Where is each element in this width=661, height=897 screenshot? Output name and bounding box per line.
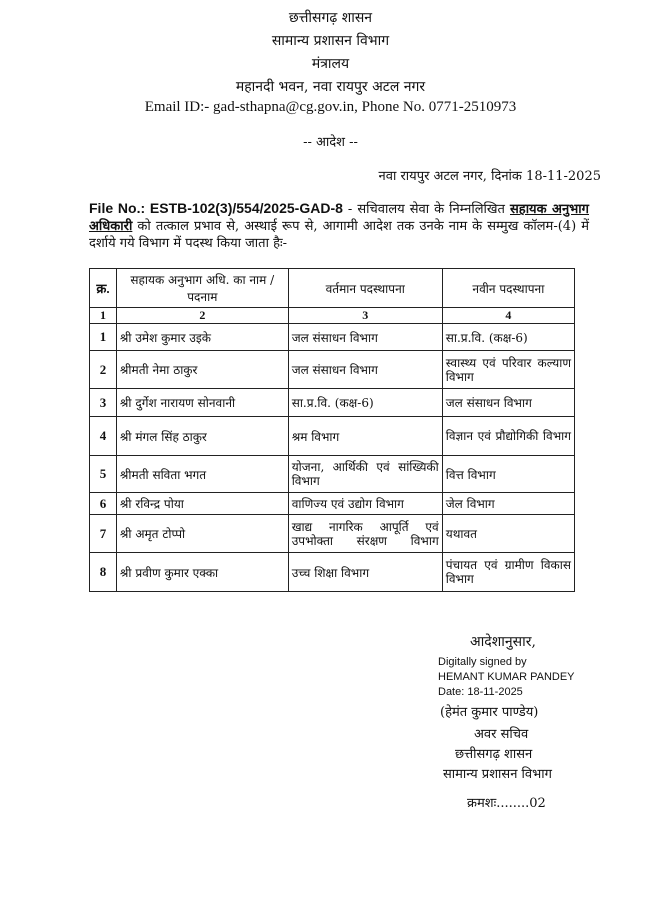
table-row	[90, 324, 575, 351]
header-department: सामान्य प्रशासन विभाग	[271, 33, 390, 49]
row-new: वित्त विभाग	[442, 456, 574, 493]
posting-table	[89, 268, 575, 592]
row-serial: 8	[90, 553, 117, 592]
row-current: जल संसाधन विभाग	[288, 324, 442, 351]
row-current: उच्च शिक्षा विभाग	[288, 553, 442, 592]
table-row	[90, 351, 575, 389]
row-name: श्री रविन्द्र पोया	[116, 493, 288, 515]
order-paragraph	[89, 200, 589, 252]
row-serial: 6	[90, 493, 117, 515]
col-number: 3	[288, 308, 442, 324]
row-serial: 3	[90, 389, 117, 417]
row-new: विज्ञान एवं प्रौद्योगिकी विभाग	[442, 417, 574, 456]
row-serial: 5	[90, 456, 117, 493]
row-serial: 1	[90, 324, 117, 351]
header-contact: Email ID:- gad-sthapna@cg.gov.in, Phone No. 0771-2510973	[144, 99, 517, 115]
header-current-posting: वर्तमान पदस्थापना	[288, 269, 442, 308]
header-new-posting: नवीन पदस्थापना	[442, 269, 574, 308]
row-new: स्वास्थ्य एवं परिवार कल्याण विभाग	[442, 351, 574, 389]
row-current: जल संसाधन विभाग	[288, 351, 442, 389]
header-address: महानदी भवन, नवा रायपुर अटल नगर	[235, 79, 426, 95]
paragraph-text-1: - सचिवालय सेवा के निम्नलिखित	[342, 202, 510, 217]
col-number: 4	[442, 308, 574, 324]
paragraph-text-2: को तत्काल प्रभाव से, अस्थाई रूप से, आगामी आदेश तक उनके नाम के सम्मुख कॉलम-(4) में दर्शाये गये विभाग में पदस्थ किया जाता हैः-	[89, 219, 589, 251]
order-by: आदेशानुसार,	[470, 634, 536, 650]
row-name: श्री मंगल सिंह ठाकुर	[116, 417, 288, 456]
row-serial: 2	[90, 351, 117, 389]
table-header-row	[90, 269, 575, 308]
file-number: File No.: ESTB-102(3)/554/2025-GAD-8	[89, 200, 343, 216]
row-serial: 4	[90, 417, 117, 456]
table-row	[90, 515, 575, 553]
table-row	[90, 389, 575, 417]
table-row	[90, 456, 575, 493]
header-ministry: मंत्रालय	[311, 56, 350, 72]
table-row	[90, 417, 575, 456]
row-new: सा.प्र.वि. (कक्ष-6)	[442, 324, 574, 351]
row-name: श्री अमृत टोप्पो	[116, 515, 288, 553]
signatory-department: सामान्य प्रशासन विभाग	[443, 767, 552, 782]
row-current: सा.प्र.वि. (कक्ष-6)	[288, 389, 442, 417]
digital-signed-by: Digitally signed by	[438, 656, 527, 668]
place-date: नवा रायपुर अटल नगर, दिनांक 18-11-2025	[378, 169, 601, 184]
row-new: पंचायत एवं ग्रामीण विकास विभाग	[442, 553, 574, 592]
header-govt: छत्तीसगढ़ शासन	[288, 10, 373, 26]
col-number: 2	[116, 308, 288, 324]
row-new: यथावत	[442, 515, 574, 553]
table-row	[90, 493, 575, 515]
signatory-designation: अवर सचिव	[474, 727, 529, 742]
row-name: श्रीमती नेमा ठाकुर	[116, 351, 288, 389]
column-number-row	[90, 308, 575, 324]
row-new: जेल विभाग	[442, 493, 574, 515]
row-current: श्रम विभाग	[288, 417, 442, 456]
row-current: योजना, आर्थिकी एवं सांख्यिकी विभाग	[288, 456, 442, 493]
signatory-govt: छत्तीसगढ़ शासन	[455, 747, 533, 762]
signatory-name: (हेमंत कुमार पाण्डेय)	[440, 705, 539, 720]
col-number: 1	[90, 308, 117, 324]
row-serial: 7	[90, 515, 117, 553]
header-name: सहायक अनुभाग अधि. का नाम / पदनाम	[116, 269, 288, 308]
row-new: जल संसाधन विभाग	[442, 389, 574, 417]
row-name: श्रीमती सविता भगत	[116, 456, 288, 493]
table-row	[90, 553, 575, 592]
page-continuation: क्रमशः........02	[467, 796, 546, 811]
row-name: श्री प्रवीण कुमार एक्का	[116, 553, 288, 592]
row-name: श्री उमेश कुमार उइके	[116, 324, 288, 351]
header-serial: क्र.	[90, 269, 117, 308]
digital-sign-date: Date: 18-11-2025	[438, 686, 523, 698]
designation-underlined: सहायक अनुभाग अधिकारी	[89, 202, 589, 234]
order-title: -- आदेश --	[303, 135, 358, 150]
digital-signature-block	[438, 655, 575, 700]
row-current: खाद्य नागरिक आपूर्ति एवं उपभोक्ता संरक्षण विभाग	[288, 515, 442, 553]
digital-signer-name: HEMANT KUMAR PANDEY	[438, 671, 575, 683]
row-current: वाणिज्य एवं उद्योग विभाग	[288, 493, 442, 515]
row-name: श्री दुर्गेश नारायण सोनवानी	[116, 389, 288, 417]
